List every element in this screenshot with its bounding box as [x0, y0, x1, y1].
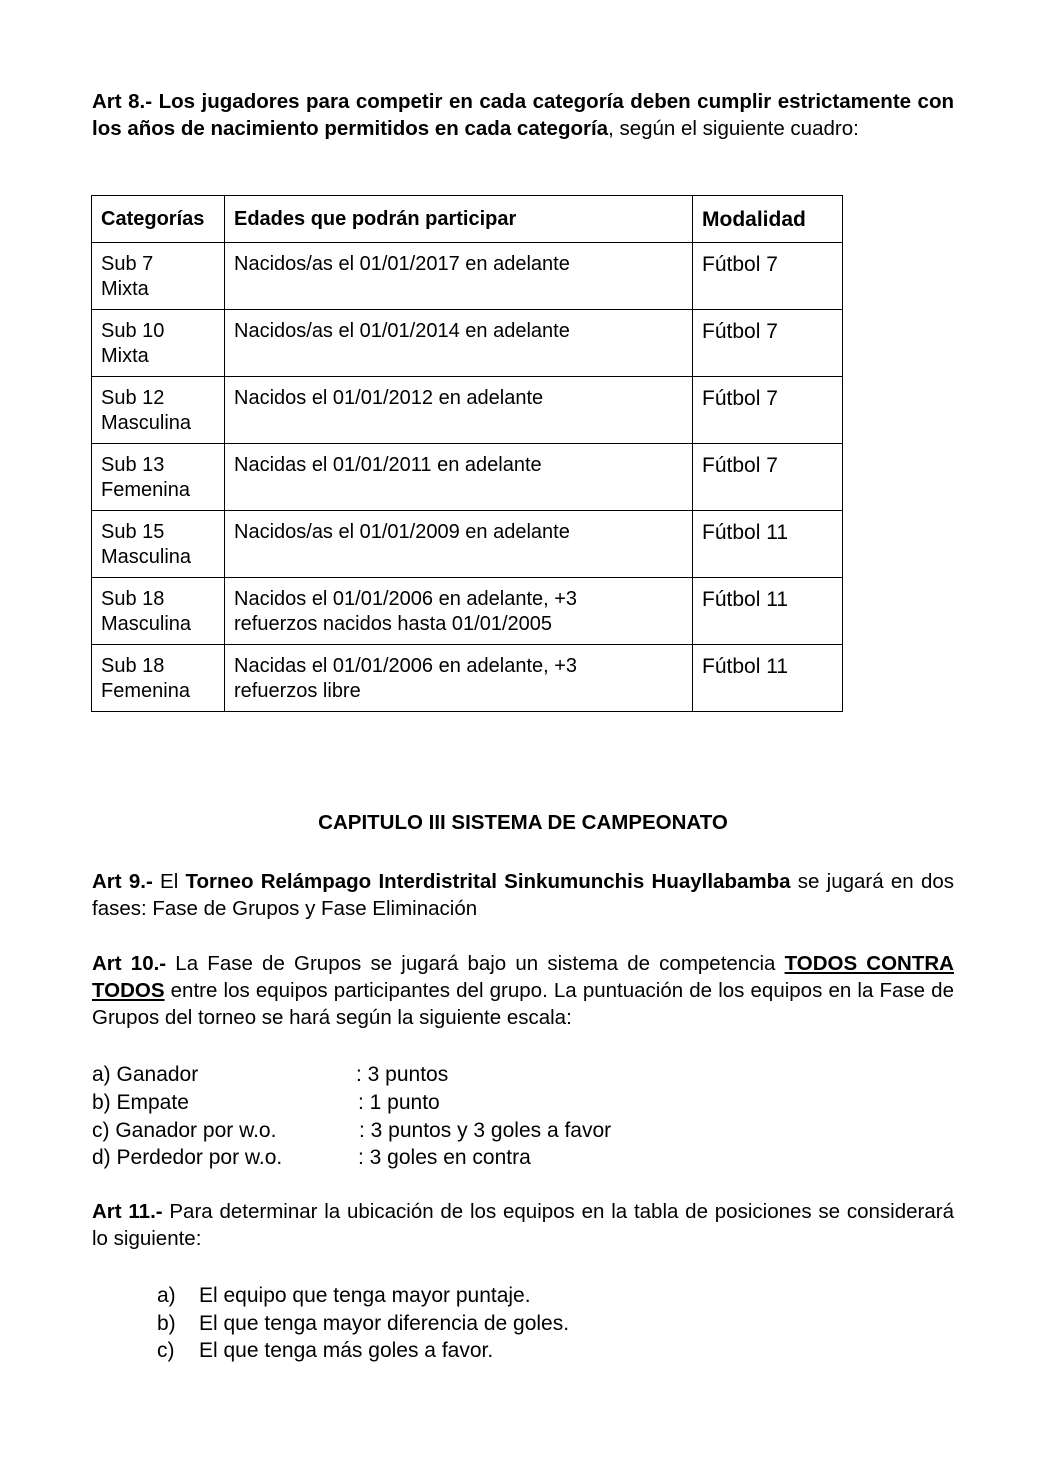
modality-cell: Fútbol 11 [693, 645, 843, 712]
scale-item-label: a) Ganador [92, 1063, 199, 1086]
article-8-rest: , según el siguiente cuadro: [608, 117, 859, 140]
category-gender: Femenina [101, 680, 190, 702]
modality-cell: Fútbol 7 [693, 243, 843, 310]
category-name: Sub 18 [101, 588, 165, 610]
scale-item-label: c) Ganador por w.o. [92, 1119, 277, 1142]
category-name: Sub 13 [101, 454, 165, 476]
ages-text: Nacidos el 01/01/2012 en adelante [234, 387, 544, 409]
table-row [92, 377, 843, 444]
ages-cell [225, 377, 693, 444]
table-row [92, 444, 843, 511]
ages-text: Nacidas el 01/01/2011 en adelante [234, 454, 542, 476]
category-gender: Mixta [101, 278, 149, 300]
article-10-pre: La Fase de Grupos se jugará bajo un sistema de competencia [166, 952, 785, 975]
header-ages: Edades que podrán participar [225, 196, 693, 243]
header-categories: Categorías [92, 196, 225, 243]
article-8-bold-text: Los jugadores para competir en cada categoría deben cumplir estrictamente con los años de nacimiento permitidos en cada categoría [92, 90, 955, 140]
criteria-item-marker: b) [157, 1312, 176, 1335]
header-modality: Modalidad [693, 196, 843, 243]
ages-cell [225, 645, 693, 712]
ages-text: Nacidos/as el 01/01/2017 en adelante [234, 253, 570, 275]
table-row [92, 578, 843, 645]
category-name: Sub 18 [101, 655, 165, 677]
table-row [92, 243, 843, 310]
tournament-name: Torneo Relámpago Interdistrital Sinkumunchis Huayllabamba [185, 870, 791, 893]
criteria-item-text: El que tenga mayor diferencia de goles. [199, 1312, 570, 1335]
article-9-rest: se jugará en dos fases: Fase de Grupos y Fase Eliminación [92, 870, 954, 920]
scale-item-value: : 3 goles en contra [358, 1146, 531, 1169]
article-8-label: Art 8.- [92, 90, 153, 113]
article-9-pre: El [152, 870, 186, 893]
article-9-paragraph [92, 868, 954, 922]
table-row [92, 645, 843, 712]
ages-cell [225, 511, 693, 578]
ages-text: Nacidos/as el 01/01/2014 en adelante [234, 320, 570, 342]
modality-cell: Fútbol 7 [693, 444, 843, 511]
ages-cell [225, 444, 693, 511]
article-10-label: Art 10.- [92, 952, 167, 975]
criteria-item-marker: c) [157, 1339, 175, 1362]
scale-item-value: : 3 puntos [356, 1063, 449, 1086]
ages-cell [225, 310, 693, 377]
round-robin-emphasis: TODOS CONTRA TODOS [92, 952, 954, 1002]
category-name: Sub 7 [101, 253, 154, 275]
scale-item-label: b) Empate [92, 1091, 189, 1114]
category-cell [92, 578, 225, 645]
category-cell [92, 645, 225, 712]
article-9-label: Art 9.- [92, 870, 153, 893]
category-gender: Masculina [101, 546, 192, 568]
ages-cell [225, 578, 693, 645]
criteria-item-marker: a) [157, 1284, 176, 1307]
category-gender: Mixta [101, 345, 149, 367]
table-header-row [92, 196, 843, 243]
modality-cell: Fútbol 11 [693, 511, 843, 578]
article-11-rest: Para determinar la ubicación de los equipos en la tabla de posiciones se considerará lo siguiente: [92, 1200, 954, 1250]
article-8-paragraph [92, 88, 954, 142]
category-name: Sub 10 [101, 320, 165, 342]
chapter-title: CAPITULO III SISTEMA DE CAMPEONATO [318, 811, 728, 834]
criteria-item-text: El que tenga más goles a favor. [199, 1339, 494, 1362]
modality-cell: Fútbol 7 [693, 310, 843, 377]
scale-item-value: : 1 punto [358, 1091, 440, 1114]
category-gender: Femenina [101, 479, 190, 501]
modality-cell: Fútbol 11 [693, 578, 843, 645]
modality-cell: Fútbol 7 [693, 377, 843, 444]
article-11-paragraph [92, 1198, 954, 1252]
category-cell [92, 444, 225, 511]
ages-text-continued: refuerzos nacidos hasta 01/01/2005 [234, 613, 552, 635]
category-cell [92, 310, 225, 377]
category-gender: Masculina [101, 613, 192, 635]
ages-cell [225, 243, 693, 310]
category-cell [92, 243, 225, 310]
article-10-rest: entre los equipos participantes del grupo. La puntuación de los equipos en la Fase de Grupos del torneo se hará según la siguiente escala: [92, 979, 954, 1029]
category-table [91, 195, 843, 712]
criteria-item-text: El equipo que tenga mayor puntaje. [199, 1284, 531, 1307]
ages-text: Nacidas el 01/01/2006 en adelante, +3 [234, 655, 578, 677]
ages-text: Nacidos/as el 01/01/2009 en adelante [234, 521, 570, 543]
category-gender: Masculina [101, 412, 192, 434]
category-name: Sub 15 [101, 521, 165, 543]
category-cell [92, 511, 225, 578]
category-cell [92, 377, 225, 444]
category-name: Sub 12 [101, 387, 165, 409]
scale-item-value: : 3 puntos y 3 goles a favor [359, 1119, 612, 1142]
article-11-label: Art 11.- [92, 1200, 163, 1223]
table-row [92, 310, 843, 377]
scale-item-label: d) Perdedor por w.o. [92, 1146, 283, 1169]
ages-text: Nacidos el 01/01/2006 en adelante, +3 [234, 588, 578, 610]
table-row [92, 511, 843, 578]
article-10-paragraph [92, 950, 954, 1031]
ages-text-continued: refuerzos libre [234, 680, 361, 702]
